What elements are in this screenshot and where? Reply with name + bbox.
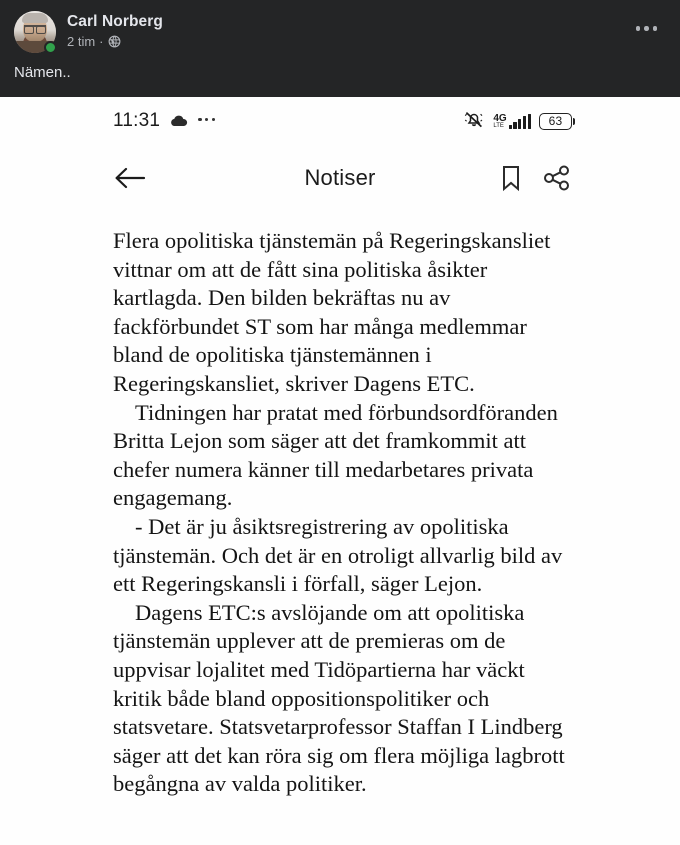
signal-bars-icon: [493, 114, 531, 129]
status-bar-right: [463, 109, 572, 134]
avatar-hair: [22, 13, 48, 23]
post-meta: [67, 11, 163, 50]
ellipsis-icon-dot: [198, 118, 201, 121]
share-button[interactable]: [542, 164, 572, 192]
network-subtype-label: LTE: [493, 122, 504, 129]
bookmark-button[interactable]: [500, 164, 522, 192]
avatar-glasses: [24, 25, 46, 31]
online-status-dot: [44, 41, 57, 54]
ellipsis-icon-dot: [644, 26, 649, 31]
article-body: [0, 211, 680, 799]
embedded-screenshot-image: [0, 97, 680, 845]
status-bar-overflow-icon: [198, 118, 215, 124]
post-timestamp-row: [67, 33, 163, 50]
facebook-post-header: [0, 0, 680, 97]
avatar[interactable]: [14, 11, 56, 53]
app-bar-actions: [500, 164, 572, 192]
post-meta-separator: ·: [99, 34, 104, 49]
network-type-label: 4G LTE: [493, 112, 507, 129]
status-bar-clock: 11:31: [113, 110, 161, 131]
signal-bars: [509, 114, 531, 129]
post-timestamp[interactable]: 2 tim: [67, 34, 96, 49]
globe-icon: [108, 35, 121, 48]
ellipsis-icon-dot: [653, 26, 658, 31]
article-paragraph: Dagens ETC:s avslöjande om att opolitiska tjänstemän upplever att de premieras om de uppvisar lojalitet med Tidöpartierna har väckt kritik både bland oppositionspolitiker och statsvetare. Statsvetarprofessor Staffan I Lindberg säger att det kan röra sig om flera möjliga lagbrott begångna av valda politiker.: [113, 599, 565, 797]
battery-indicator: [539, 113, 572, 130]
post-author-name[interactable]: Carl Norberg: [67, 13, 163, 30]
article-paragraph: Flera opolitiska tjänstemän på Regeringskansliet vittnar om att de fått sina politiska åsikter kartlagda. Den bilden bekräftas nu av fackförbundet ST som har många medlemmar bland de opolitiska tjänstemännen i Regeringskansliet, skriver Dagens ETC.: [113, 228, 551, 396]
article-paragraph: Tidningen har pratat med förbundsordföranden Britta Lejon som säger att det framkommit att chefer numera känner till medarbetares privata engagemang.: [113, 399, 558, 511]
ellipsis-icon-dot: [636, 26, 641, 31]
ellipsis-icon-dot: [205, 118, 208, 121]
post-caption: Nämen..: [14, 64, 71, 81]
status-bar-left: [113, 110, 215, 132]
page-title: Notiser: [304, 165, 376, 190]
article-paragraph: - Det är ju åsiktsregistrering av opolitiska tjänstemän. Och det är en otroligt allvarlig bild av ett Regeringskansli i förfall, säger Lejon.: [113, 513, 563, 597]
bell-muted-icon: [463, 109, 485, 134]
app-bar: [0, 145, 680, 211]
ellipsis-icon-dot: [212, 118, 215, 121]
battery-level-label: 63: [548, 114, 563, 128]
post-author-row: [0, 0, 680, 53]
post-options-button[interactable]: [636, 26, 658, 31]
cloud-icon: [169, 114, 189, 128]
phone-status-bar: [0, 97, 680, 145]
